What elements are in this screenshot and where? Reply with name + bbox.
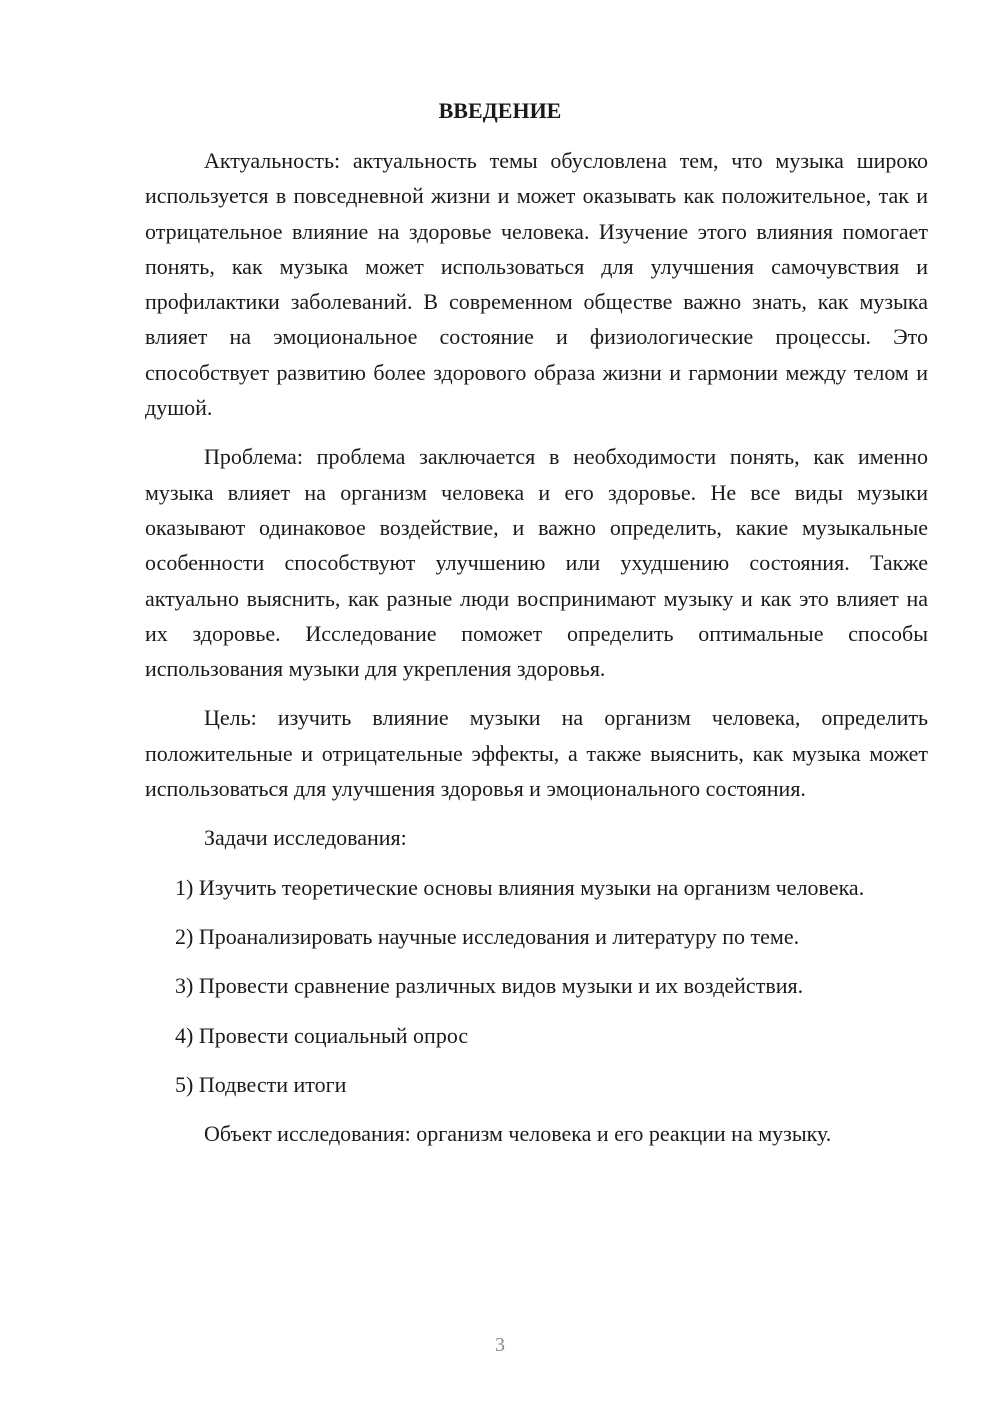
section-title: ВВЕДЕНИЕ (438, 98, 562, 123)
document-body (145, 143, 928, 1165)
paragraph-problem: Проблема: проблема заключается в необходимости понять, как именно музыка влияет на организм человека и его здоровье. Не все виды музыки оказывают одинаковое воздействие, и важно определить, какие музыкальные особенности способствуют улучшению или ухудшению состояния. Также актуально выяснить, как разные люди воспринимают музыку и как это влияет на их здоровье. Исследование поможет определить оптимальные способы использования музыки для укрепления здоровья. (145, 444, 928, 682)
paragraph-relevance: Актуальность: актуальность темы обусловлена тем, что музыка широко используется в повседневной жизни и может оказывать как положительное, так и отрицательное влияние на здоровье человека. Изучение этого влияния помогает понять, как музыка может использоваться для улучшения самочувствия и профилактики заболеваний. В современном обществе важно знать, как музыка влияет на эмоциональное состояние и физиологические процессы. Это способствует развитию более здорового образа жизни и гармонии между телом и душой. (145, 148, 928, 421)
page-number: 3 (495, 1334, 505, 1356)
tasks-heading: Задачи исследования: (204, 825, 407, 851)
task-item: 5) Подвести итоги (175, 1071, 347, 1097)
paragraph-goal: Цель: изучить влияние музыки на организм человека, определить положительные и отрицательные эффекты, а также выяснить, как музыка может использоваться для улучшения здоровья и эмоционального состояния. (145, 705, 928, 802)
task-item: 2) Проанализировать научные исследования и литературу по теме. (175, 923, 800, 949)
paragraph-object: Объект исследования: организм человека и его реакции на музыку. (204, 1121, 832, 1147)
task-item: 4) Провести социальный опрос (175, 1022, 469, 1048)
task-item: 1) Изучить теоретические основы влияния музыки на организм человека. (175, 874, 865, 900)
task-item: 3) Провести сравнение различных видов музыки и их воздействия. (175, 973, 804, 999)
